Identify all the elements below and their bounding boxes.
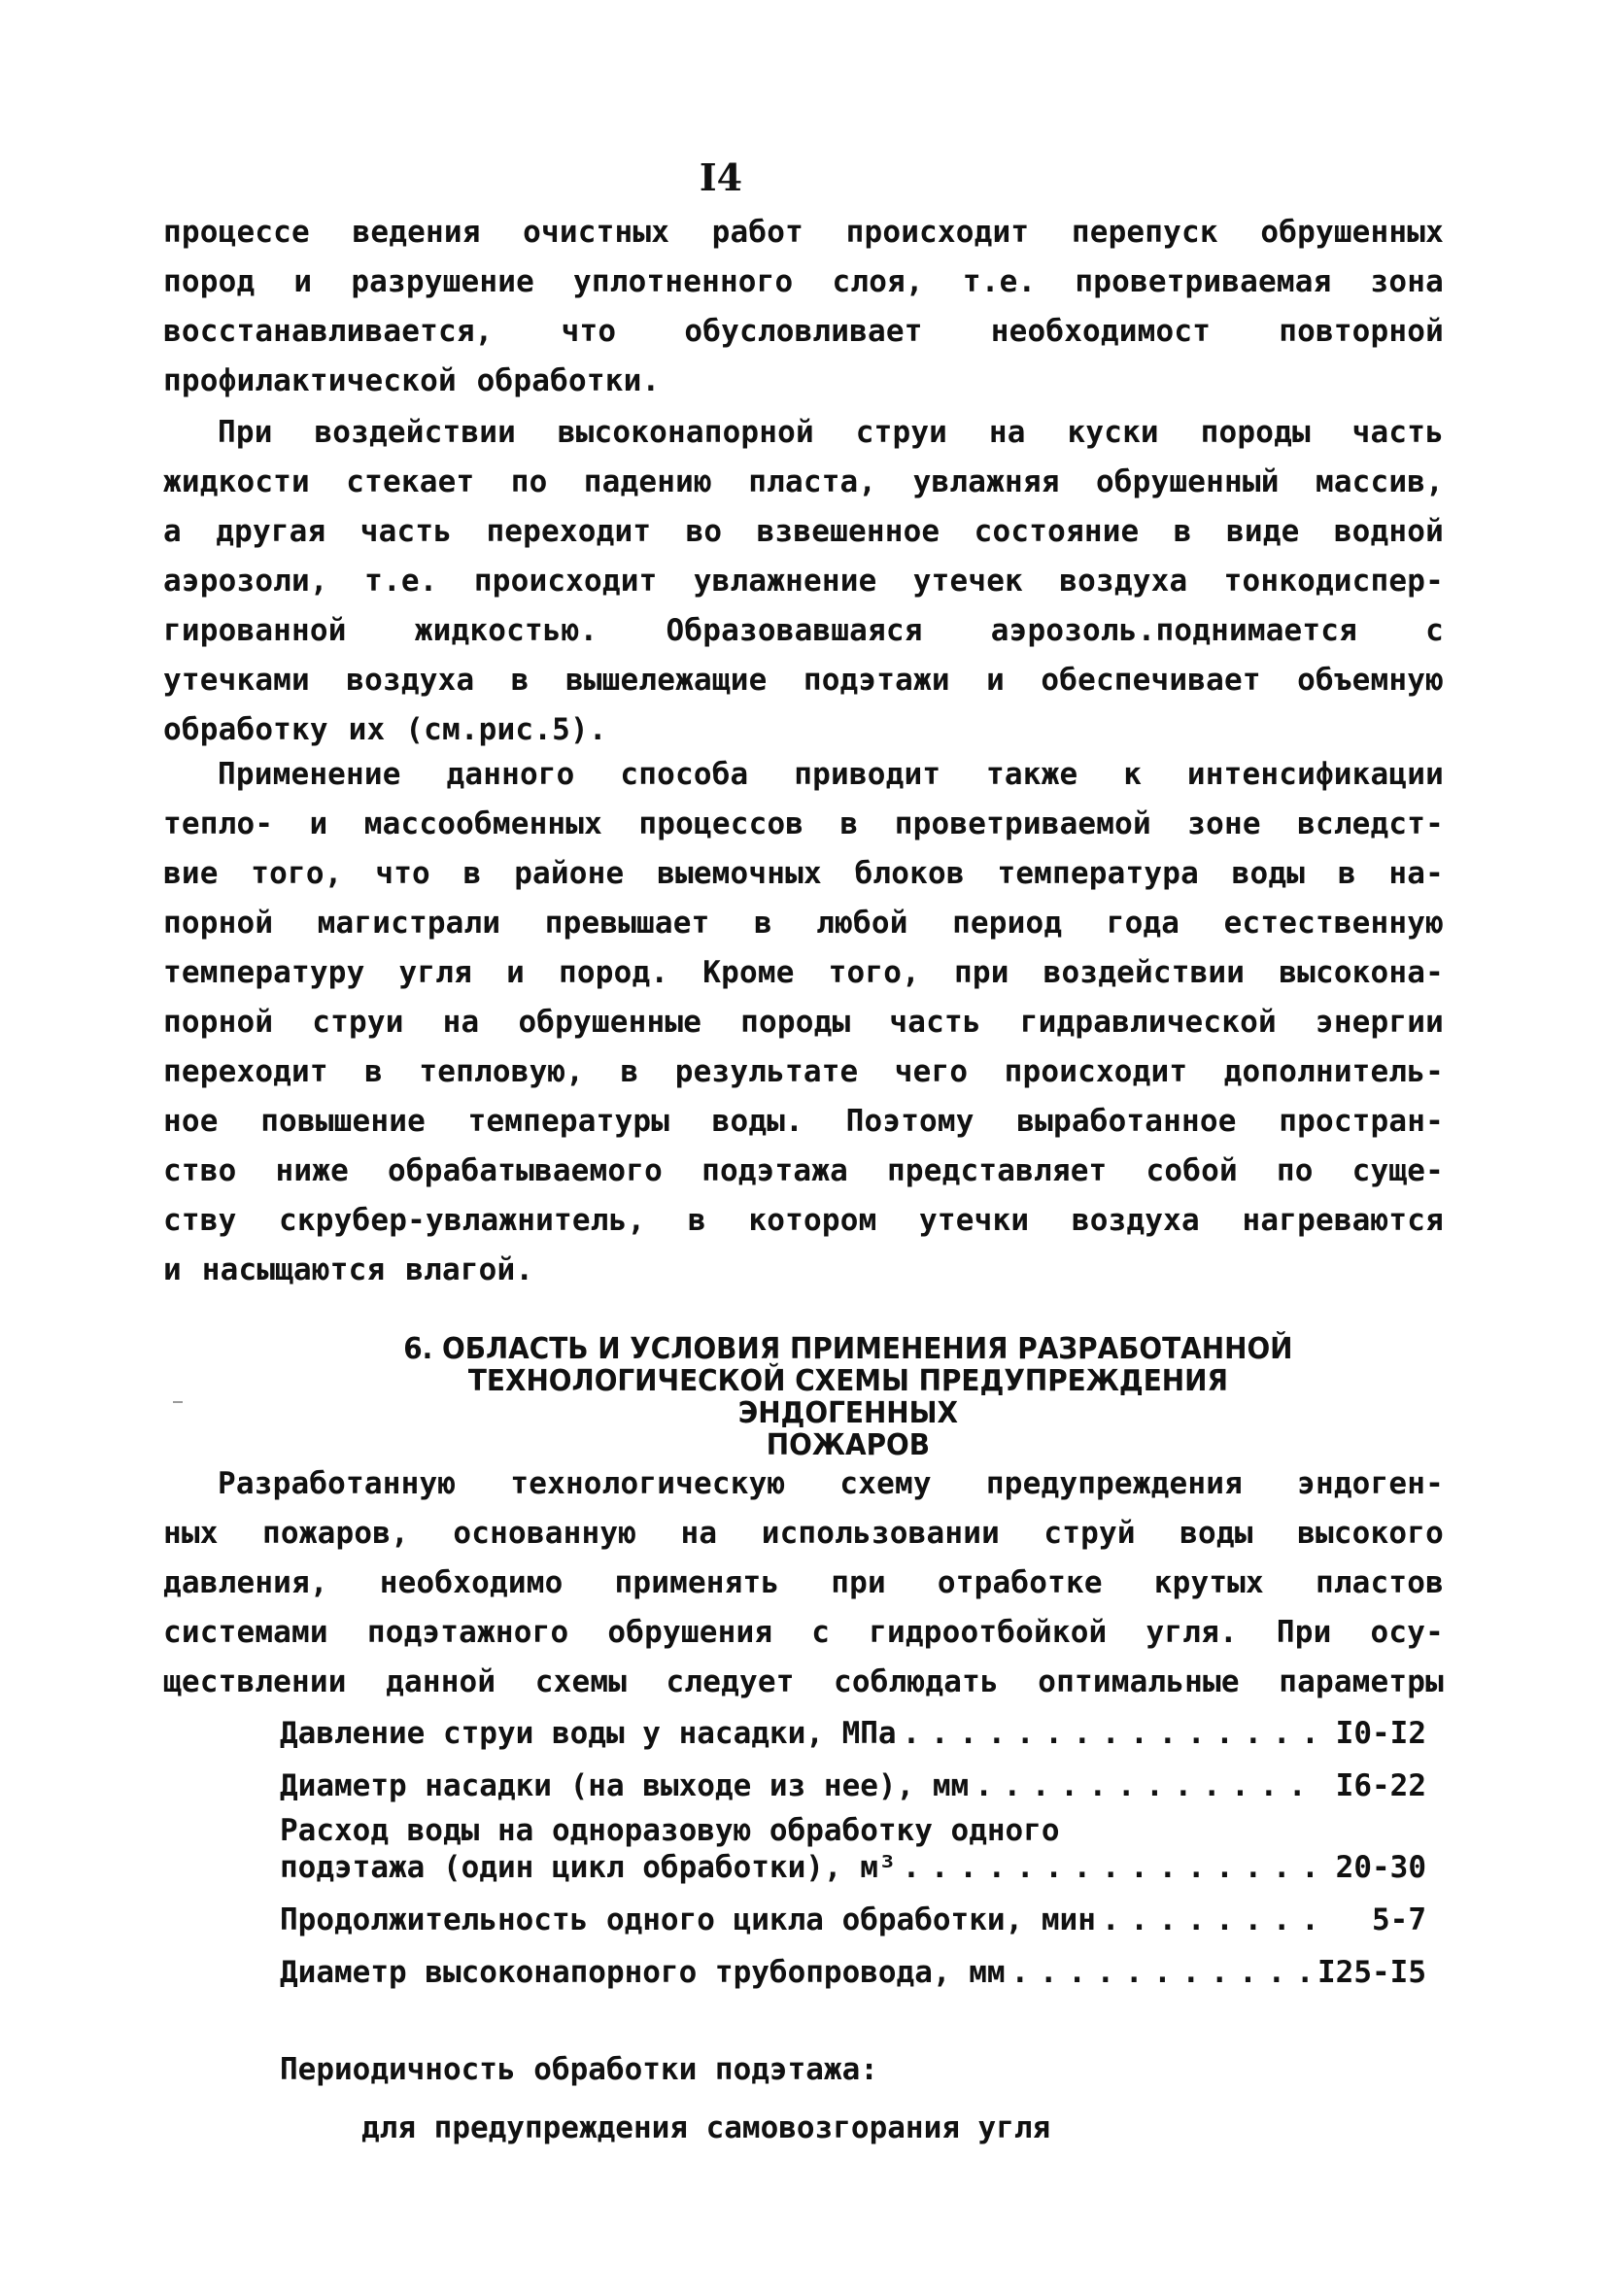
dot-leader bbox=[974, 1764, 1314, 1808]
parameter-row bbox=[280, 1950, 1426, 1995]
parameter-value: I25-I5 bbox=[1317, 1955, 1426, 1990]
text-line: жидкости стекает по падению пласта, увлажняя обрушенный массив, bbox=[163, 464, 1444, 499]
dot-leader bbox=[1011, 1950, 1312, 1995]
text-line: обработку их (см.рис.5). bbox=[163, 712, 607, 747]
parameter-label: подэтажа (один цикл обработки), м³ bbox=[280, 1850, 897, 1885]
text-line: порной струи на обрушенные породы часть гидравлической энергии bbox=[163, 1005, 1444, 1040]
text-line: гированной жидкостью. Образовавшаяся аэрозоль.поднимается с bbox=[163, 613, 1444, 648]
text-line: ное повышение температуры воды. Поэтому выработанное простран- bbox=[163, 1104, 1444, 1139]
parameter-value: 20-30 bbox=[1335, 1850, 1426, 1885]
text-line: переходит в тепловую, в результате чего происходит дополнитель- bbox=[163, 1054, 1444, 1089]
dot-leader bbox=[903, 1845, 1314, 1890]
text-line: системами подэтажного обрушения с гидроотбойкой угля. При осу- bbox=[163, 1615, 1444, 1650]
text-line: пород и разрушение уплотненного слоя, т.е. проветриваемая зона bbox=[163, 264, 1444, 299]
paragraph-high-pressure-jet bbox=[163, 408, 1444, 755]
parameter-row bbox=[280, 1813, 1426, 1890]
text-line: ных пожаров, основанную на использовании струй воды высокого bbox=[163, 1516, 1444, 1551]
heading-line: ПОЖАРОВ bbox=[766, 1428, 931, 1462]
periodicity-item: для предупреждения самовозгорания угля bbox=[361, 2110, 1051, 2145]
text-line: При воздействии высоконапорной струи на куски породы часть bbox=[218, 415, 1444, 450]
paragraph-continuation bbox=[163, 208, 1444, 406]
text-line: процессе ведения очистных работ происходит перепуск обрушенных bbox=[163, 215, 1444, 250]
parameter-list bbox=[280, 1711, 1426, 2003]
parameter-label-top: Расход воды на одноразовую обработку одного bbox=[280, 1813, 1060, 1848]
margin-mark bbox=[173, 1401, 183, 1403]
heading-line: ТЕХНОЛОГИЧЕСКОЙ СХЕМЫ ПРЕДУПРЕЖДЕНИЯ ЭНДОГЕННЫХ bbox=[467, 1364, 1228, 1430]
parameter-row bbox=[280, 1711, 1426, 1756]
page-number: I4 bbox=[699, 155, 743, 199]
section-paragraph bbox=[163, 1459, 1444, 1707]
text-line: порной магистрали превышает в любой период года естественную bbox=[163, 906, 1444, 941]
text-line: ство ниже обрабатываемого подэтажа представляет собой по суще- bbox=[163, 1153, 1444, 1188]
parameter-label: Диаметр высоконапорного трубопровода, мм bbox=[280, 1955, 1006, 1990]
paragraph-heat-mass-exchange bbox=[163, 750, 1444, 1295]
text-line: аэрозоли, т.е. происходит увлажнение утечек воздуха тонкодиспер- bbox=[163, 564, 1444, 599]
text-line: восстанавливается, что обусловливает необходимост повторной bbox=[163, 314, 1444, 349]
text-line: давления, необходимо применять при отработке крутых пластов bbox=[163, 1565, 1444, 1600]
text-line: ществлении данной схемы следует соблюдать оптимальные параметры bbox=[163, 1664, 1444, 1699]
text-line: вие того, что в районе выемочных блоков температура воды в на- bbox=[163, 856, 1444, 891]
text-line: ству скрубер-увлажнитель, в котором утечки воздуха нагреваются bbox=[163, 1203, 1444, 1238]
parameter-value: I6-22 bbox=[1335, 1768, 1426, 1803]
section-heading bbox=[369, 1333, 1327, 1461]
text-line: тепло- и массообменных процессов в проветриваемой зоне вследст- bbox=[163, 806, 1444, 841]
parameter-row bbox=[280, 1764, 1426, 1808]
text-line: и насыщаются влагой. bbox=[163, 1252, 534, 1287]
text-line: профилактической обработки. bbox=[163, 363, 661, 398]
heading-line: 6. ОБЛАСТЬ И УСЛОВИЯ ПРИМЕНЕНИЯ РАЗРАБОТАННОЙ bbox=[403, 1332, 1293, 1366]
text-line: температуру угля и пород. Кроме того, при воздействии высокона- bbox=[163, 955, 1444, 990]
dot-leader bbox=[903, 1711, 1314, 1756]
parameter-label: Давление струи воды у насадки, МПа bbox=[280, 1716, 897, 1751]
parameter-label: Диаметр насадки (на выходе из нее), мм bbox=[280, 1768, 970, 1803]
parameter-value: 5-7 bbox=[1372, 1902, 1426, 1937]
parameter-row bbox=[280, 1898, 1426, 1942]
periodicity-title: Периодичность обработки подэтажа: bbox=[280, 2052, 878, 2087]
parameter-value: I0-I2 bbox=[1335, 1716, 1426, 1751]
dot-leader bbox=[1102, 1898, 1314, 1942]
text-line: а другая часть переходит во взвешенное состояние в виде водной bbox=[163, 514, 1444, 549]
parameter-label: Продолжительность одного цикла обработки, мин bbox=[280, 1902, 1096, 1937]
text-line: утечками воздуха в вышележащие подэтажи и обеспечивает объемную bbox=[163, 663, 1444, 698]
text-line: Разработанную технологическую схему предупреждения эндоген- bbox=[218, 1466, 1444, 1501]
text-line: Применение данного способа приводит также к интенсификации bbox=[218, 757, 1444, 792]
